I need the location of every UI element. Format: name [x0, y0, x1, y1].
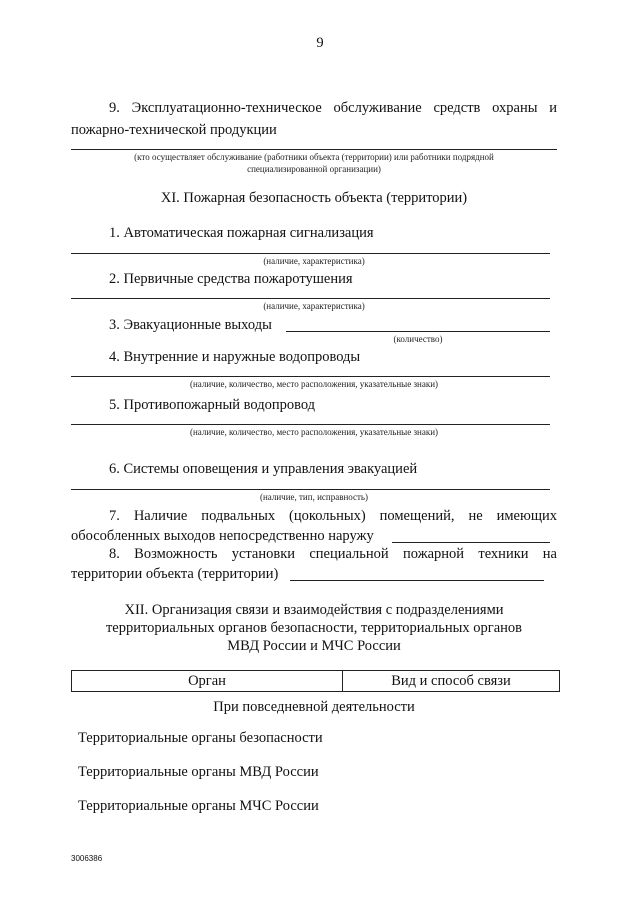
s11-item6: 6. Системы оповещения и управления эвакуацией: [109, 461, 418, 477]
s11-item8-fill-line[interactable]: [290, 580, 544, 581]
s9-caption1: (кто осуществляет обслуживание (работники объекта (территории) или работники подрядной: [134, 152, 494, 162]
s11-caption4: (наличие, количество, место расположения, указательные знаки): [189, 379, 439, 389]
section12-title-line3: МВД России и МЧС России: [227, 638, 401, 654]
section12-subheading: При повседневной деятельности: [213, 699, 415, 715]
s11-item6-fill-line[interactable]: [71, 489, 550, 490]
section12-title-line2: территориальных органов безопасности, территориальных органов: [105, 620, 523, 636]
s11-item8-line1: 8. Возможность установки специальной пожарной техники на: [109, 546, 557, 562]
page-number: 9: [316, 35, 324, 51]
section11-title: XI. Пожарная безопасность объекта (территории): [160, 190, 468, 206]
s11-caption6: (наличие, тип, исправность): [259, 492, 369, 502]
s9-fill-line[interactable]: [71, 149, 557, 150]
s11-item4: 4. Внутренние и наружные водопроводы: [109, 349, 361, 365]
s11-item8-line2: территории объекта (территории): [71, 566, 279, 582]
s9-caption2: специализированной организации): [247, 164, 381, 174]
s11-item3-fill-line[interactable]: [286, 331, 550, 332]
s11-item4-fill-line[interactable]: [71, 376, 550, 377]
s9-line1: 9. Эксплуатационно-техническое обслуживание средств охраны и: [109, 100, 557, 116]
s11-item5: 5. Противопожарный водопровод: [109, 397, 316, 413]
section12-title-line1: XII. Организация связи и взаимодействия с подразделениями: [124, 602, 504, 618]
table-row: Территориальные органы безопасности: [78, 730, 323, 746]
s11-item2: 2. Первичные средства пожаротушения: [109, 271, 353, 287]
s11-item5-fill-line[interactable]: [71, 424, 550, 425]
s11-caption1: (наличие, характеристика): [263, 256, 365, 266]
table-header-communication: Вид и способ связи: [343, 671, 560, 692]
table-header-organ: Орган: [72, 671, 343, 692]
table-row: Территориальные органы МЧС России: [78, 798, 319, 814]
table-header-row: [72, 671, 560, 692]
s11-item7-fill-line[interactable]: [392, 542, 550, 543]
table-row: Территориальные органы МВД России: [78, 764, 319, 780]
communication-table: [71, 670, 560, 692]
s11-caption2: (наличие, характеристика): [263, 301, 365, 311]
s11-item7-line1: 7. Наличие подвальных (цокольных) помещений, не имеющих: [109, 508, 557, 524]
s9-line2: пожарно-технической продукции: [71, 122, 277, 138]
s11-caption5: (наличие, количество, место расположения, указательные знаки): [189, 427, 439, 437]
s11-item2-fill-line[interactable]: [71, 298, 550, 299]
s11-item3: 3. Эвакуационные выходы: [109, 317, 272, 333]
s11-item1-fill-line[interactable]: [71, 253, 550, 254]
s11-caption3: (количество): [393, 334, 443, 344]
s11-item1: 1. Автоматическая пожарная сигнализация: [109, 225, 374, 241]
document-code: 3006386: [71, 854, 103, 863]
s11-item7-line2: обособленных выходов непосредственно наружу: [71, 528, 374, 544]
